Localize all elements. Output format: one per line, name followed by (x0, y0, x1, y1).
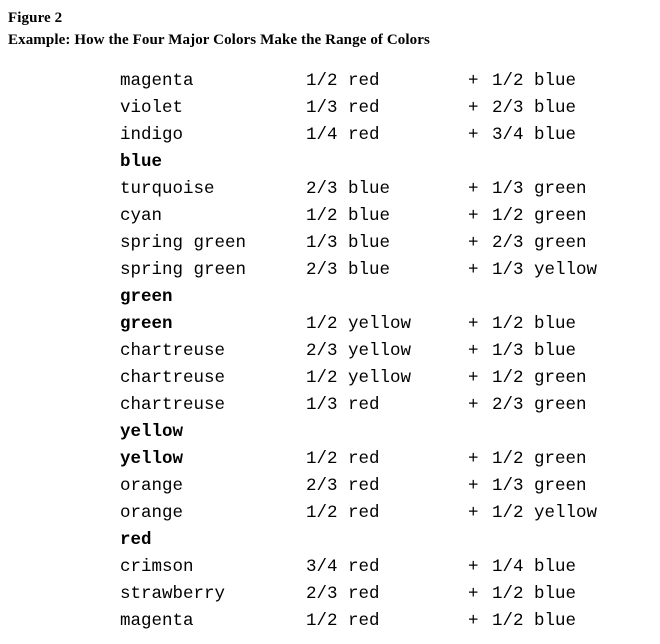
second-component-cell (492, 149, 642, 176)
second-component-cell (492, 527, 642, 554)
table-row (120, 419, 642, 446)
color-name-cell: yellow (120, 449, 184, 469)
first-component-cell: 2/3 blue (306, 179, 391, 199)
plus-sign-cell: + (468, 557, 479, 577)
first-component-cell: 1/2 blue (306, 206, 391, 226)
table-row (120, 392, 642, 419)
color-name-cell: violet (120, 98, 184, 118)
first-component-cell: 2/3 blue (306, 260, 391, 280)
table-row (120, 500, 642, 527)
second-component-cell: 1/3 green (492, 476, 587, 496)
plus-sign-cell: + (468, 341, 479, 361)
color-name-cell: red (120, 530, 152, 550)
table-row (120, 284, 642, 311)
table-row (120, 581, 642, 608)
first-component-cell: 2/3 red (306, 584, 380, 604)
second-component-cell: 1/2 blue (492, 611, 577, 631)
table-row (120, 527, 642, 554)
first-component-cell (306, 419, 468, 446)
second-component-cell: 2/3 green (492, 233, 587, 253)
second-component-cell: 1/2 yellow (492, 503, 598, 523)
second-component-cell: 2/3 green (492, 395, 587, 415)
color-name-cell: chartreuse (120, 395, 226, 415)
plus-sign-cell: + (468, 206, 479, 226)
plus-sign-cell: + (468, 476, 479, 496)
second-component-cell: 3/4 blue (492, 125, 577, 145)
plus-sign-cell: + (468, 233, 479, 253)
second-component-cell: 2/3 blue (492, 98, 577, 118)
plus-sign-cell: + (468, 125, 479, 145)
first-component-cell: 1/2 red (306, 449, 380, 469)
table-row (120, 149, 642, 176)
table-row (120, 257, 642, 284)
plus-sign-cell: + (468, 179, 479, 199)
table-row (120, 608, 642, 635)
first-component-cell: 1/2 red (306, 503, 380, 523)
color-name-cell: chartreuse (120, 341, 226, 361)
plus-sign-cell: + (468, 368, 479, 388)
first-component-cell: 1/2 red (306, 611, 380, 631)
table-row (120, 176, 642, 203)
color-name-cell: spring green (120, 233, 247, 253)
second-component-cell: 1/4 blue (492, 557, 577, 577)
table-row (120, 203, 642, 230)
second-component-cell: 1/2 blue (492, 584, 577, 604)
plus-sign-cell: + (468, 98, 479, 118)
table-row (120, 365, 642, 392)
color-name-cell: green (120, 287, 173, 307)
plus-sign-cell (468, 284, 492, 311)
color-name-cell: spring green (120, 260, 247, 280)
color-name-cell: magenta (120, 611, 194, 631)
figure-label: Figure 2 (8, 10, 63, 26)
table-row (120, 68, 642, 95)
first-component-cell: 2/3 yellow (306, 341, 412, 361)
first-component-cell: 1/3 red (306, 98, 380, 118)
first-component-cell (306, 149, 468, 176)
plus-sign-cell: + (468, 584, 479, 604)
plus-sign-cell (468, 527, 492, 554)
plus-sign-cell: + (468, 71, 479, 91)
plus-sign-cell: + (468, 449, 479, 469)
table-row (120, 230, 642, 257)
second-component-cell: 1/2 blue (492, 314, 577, 334)
color-name-cell: magenta (120, 71, 194, 91)
plus-sign-cell: + (468, 314, 479, 334)
second-component-cell: 1/2 green (492, 206, 587, 226)
second-component-cell (492, 419, 642, 446)
first-component-cell: 1/2 yellow (306, 314, 412, 334)
first-component-cell: 1/4 red (306, 125, 380, 145)
table-row (120, 338, 642, 365)
plus-sign-cell: + (468, 611, 479, 631)
plus-sign-cell: + (468, 395, 479, 415)
first-component-cell (306, 527, 468, 554)
table-row (120, 473, 642, 500)
table-row (120, 122, 642, 149)
second-component-cell: 1/3 yellow (492, 260, 598, 280)
color-name-cell: cyan (120, 206, 163, 226)
color-mixing-table-body (120, 68, 642, 635)
color-name-cell: green (120, 314, 173, 334)
plus-sign-cell (468, 419, 492, 446)
first-component-cell: 1/2 yellow (306, 368, 412, 388)
color-name-cell: blue (120, 152, 163, 172)
color-name-cell: yellow (120, 422, 184, 442)
color-mixing-table (120, 68, 642, 635)
color-name-cell: chartreuse (120, 368, 226, 388)
first-component-cell: 1/3 blue (306, 233, 391, 253)
second-component-cell: 1/2 green (492, 368, 587, 388)
color-name-cell: indigo (120, 125, 184, 145)
first-component-cell: 3/4 red (306, 557, 380, 577)
second-component-cell: 1/2 green (492, 449, 587, 469)
second-component-cell: 1/3 green (492, 179, 587, 199)
table-row (120, 95, 642, 122)
color-name-cell: strawberry (120, 584, 226, 604)
color-mixing-table-wrapper (120, 68, 660, 635)
first-component-cell (306, 284, 468, 311)
plus-sign-cell: + (468, 260, 479, 280)
table-row (120, 446, 642, 473)
figure-caption: Example: How the Four Major Colors Make the Range of Colors (8, 32, 430, 48)
color-name-cell: orange (120, 476, 184, 496)
second-component-cell (492, 284, 642, 311)
plus-sign-cell: + (468, 503, 479, 523)
first-component-cell: 2/3 red (306, 476, 380, 496)
plus-sign-cell (468, 149, 492, 176)
color-name-cell: crimson (120, 557, 194, 577)
first-component-cell: 1/3 red (306, 395, 380, 415)
color-name-cell: orange (120, 503, 184, 523)
table-row (120, 311, 642, 338)
second-component-cell: 1/2 blue (492, 71, 577, 91)
color-name-cell: turquoise (120, 179, 215, 199)
second-component-cell: 1/3 blue (492, 341, 577, 361)
table-row (120, 554, 642, 581)
first-component-cell: 1/2 red (306, 71, 380, 91)
